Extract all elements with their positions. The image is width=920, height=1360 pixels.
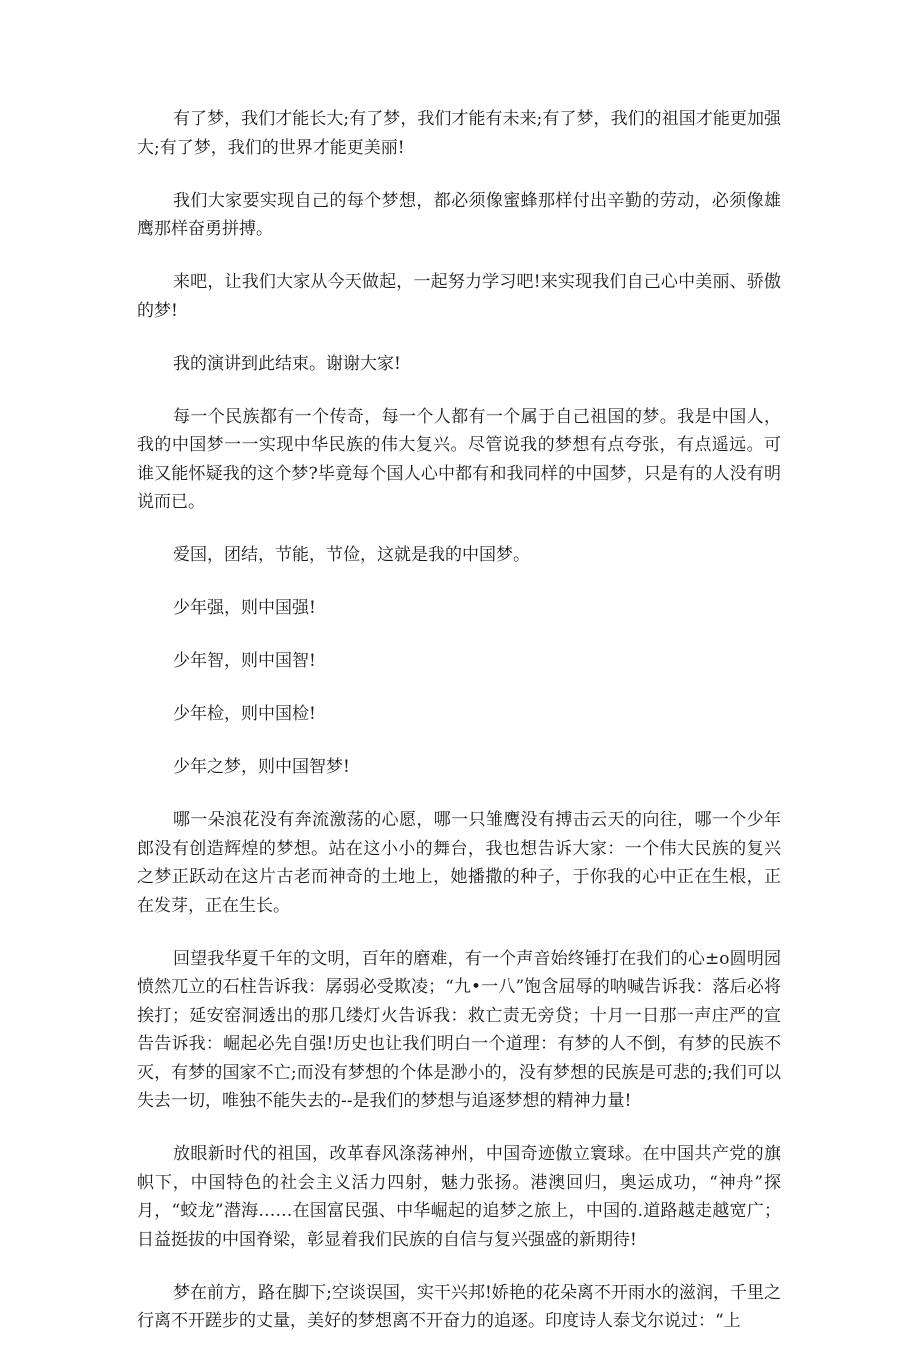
document-body <box>137 105 781 1360</box>
paragraph: 每一个民族都有一个传奇，每一个人都有一个属于自己祖国的梦。我是中国人，我的中国梦一一实现中华民族的伟大复兴。尽管说我的梦想有点夸张，有点遥远。可谁又能怀疑我的这个梦?毕竟每个国人心中都有和我同样的中国梦，只是有的人没有明说而已。 <box>137 406 781 512</box>
paragraph: 梦在前方，路在脚下;空谈误国，实干兴邦!娇艳的花朵离不开雨水的滋润，千里之行离不开蹉步的丈量，美好的梦想离不开奋力的追逐。印度诗人泰戈尔说过：“上 <box>137 1282 781 1331</box>
paragraph: 哪一朵浪花没有奔流激荡的心愿，哪一只雏鹰没有搏击云天的向往，哪一个少年郎没有创造辉煌的梦想。站在这小小的舞台，我也想告诉大家：一个伟大民族的复兴之梦正跃动在这片古老而神奇的土地上，她播撒的种子，于你我的心中正在生根，正在发芽，正在生长。 <box>137 810 781 916</box>
paragraph: 少年之梦，则中国智梦! <box>173 757 350 777</box>
paragraph: 放眼新时代的祖国，改革春风涤荡神州，中国奇迹傲立寰球。在中国共产党的旗帜下，中国特色的社会主义活力四射，魅力张扬。港澳回归，奥运成功，“神舟”探月，“蛟龙”潜海……在国富民强、中华崛起的追梦之旅上，中国的.道路越走越宽广；日益挺拔的中国脊梁，彰显着我们民族的自信与复兴强盛的新期待! <box>137 1144 781 1250</box>
paragraph: 我的演讲到此结束。谢谢大家! <box>173 353 401 374</box>
paragraph: 少年检，则中国检! <box>173 704 316 724</box>
paragraph: 有了梦，我们才能长大;有了梦，我们才能有未来;有了梦，我们的祖国才能更加强大;有了梦，我们的世界才能更美丽! <box>137 109 781 158</box>
paragraph: 我们大家要实现自己的每个梦想，都必须像蜜蜂那样付出辛勤的劳动，必须像雄鹰那样奋勇拼搏。 <box>137 190 781 239</box>
paragraph: 回望我华夏千年的文明，百年的磨难，有一个声音始终锤打在我们的心±o圆明园愤然兀立的石柱告诉我：孱弱必受欺凌；“九•一八”饱含屈辱的呐喊告诉我：落后必将挨打；延安窑洞透出的那几缕灯火告诉我：救亡责无旁贷；十月一日那一声庄严的宣告告诉我：崛起必先自强!历史也让我们明白一个道理：有梦的人不倒，有梦的民族不灭，有梦的国家不亡;而没有梦想的个体是渺小的，没有梦想的民族是可悲的;我们可以失去一切，唯独不能失去的--是我们的梦想与追逐梦想的精神力量! <box>137 948 781 1111</box>
paragraph: 来吧，让我们大家从今天做起，一起努力学习吧!来实现我们自己心中美丽、骄傲的梦! <box>137 272 781 321</box>
paragraph: 爱国，团结，节能，节俭，这就是我的中国梦。 <box>173 545 530 565</box>
paragraph: 少年智，则中国智! <box>173 651 316 671</box>
paragraph: 少年强，则中国强! <box>173 598 316 618</box>
